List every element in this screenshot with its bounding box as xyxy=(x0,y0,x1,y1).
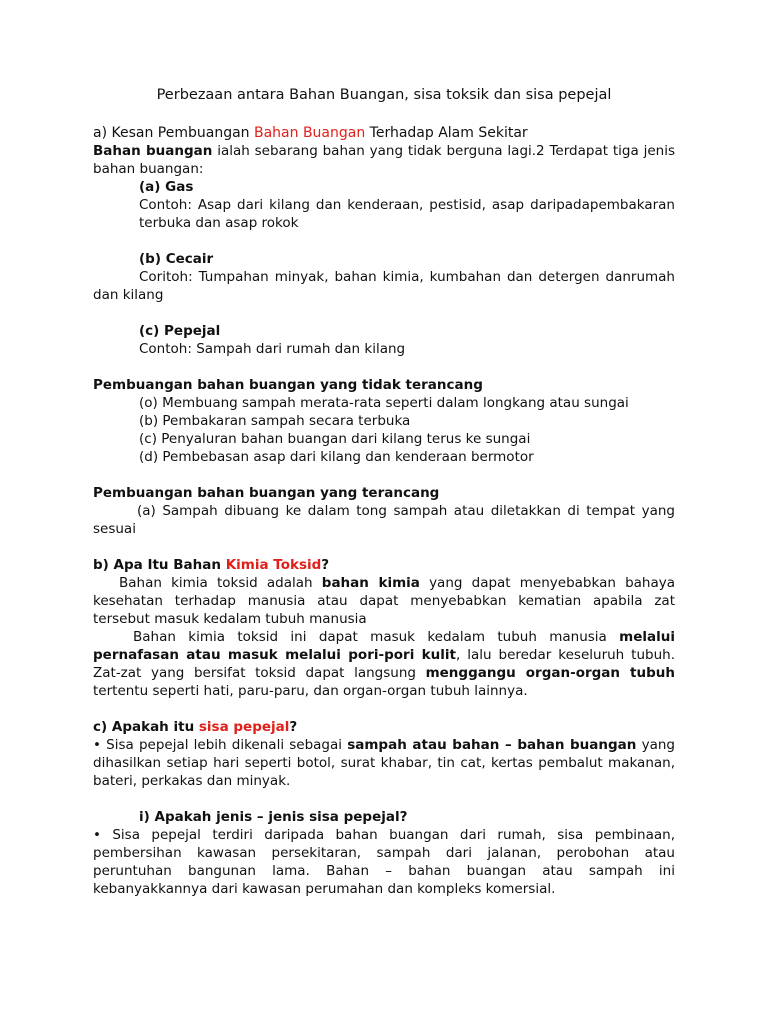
section-b-p2-bold-1: melalui pernafasan atau masuk melalui pori-pori kulit xyxy=(93,629,675,663)
section-b-heading-prefix: b) Apa Itu Bahan xyxy=(93,557,226,573)
cecair-text: Coritoh: Tumpahan minyak, bahan kimia, kumbahan dan detergen danrumah dan kilang xyxy=(93,269,675,303)
section-c-heading-prefix: c) Apakah itu xyxy=(93,719,199,735)
list-item: (c) Penyaluran bahan buangan dari kilang terus ke sungai xyxy=(139,431,531,447)
document-title: Perbezaan antara Bahan Buangan, sisa toksik dan sisa pepejal xyxy=(156,87,612,103)
list-item: (d) Pembebasan asap dari kilang dan kenderaan bermotor xyxy=(139,449,534,465)
section-b-p1-bold: bahan kimia xyxy=(321,575,420,591)
pepejal-label: (c) Pepejal xyxy=(139,323,221,339)
section-a-intro-text: ialah sebarang bahan yang tidak berguna lagi.2 Terdapat tiga jenis bahan buangan: xyxy=(93,143,675,177)
section-b-p2-start: Bahan kimia toksid ini dapat masuk kedalam tubuh manusia xyxy=(133,629,620,645)
section-b-paragraph-2 xyxy=(93,628,675,700)
section-b-p2-end: tertentu seperti hati, paru-paru, dan organ-organ tubuh lainnya. xyxy=(93,683,528,699)
pepejal-text: Contoh: Sampah dari rumah dan kilang xyxy=(139,341,406,357)
section-c-heading-suffix: ? xyxy=(289,719,298,735)
section-c-heading xyxy=(93,718,675,736)
section-a-heading-suffix: Terhadap Alam Sekitar xyxy=(365,125,528,141)
section-a-heading-prefix: a) Kesan Pembuangan xyxy=(93,125,254,141)
section-b-p2-middle: , lalu beredar keseluruh tubuh. Zat-zat yang bersifat toksid dapat langsung xyxy=(93,647,675,681)
document-page xyxy=(93,86,675,898)
list-item: (o) Membuang sampah merata-rata seperti dalam longkang atau sungai xyxy=(139,395,629,411)
section-c-p1-end: yang dihasilkan setiap hari seperti botol, surat khabar, tin cat, kertas pembalut makanan, bateri, perkakas dan minyak. xyxy=(93,737,675,789)
section-c-heading-highlight: sisa pepejal xyxy=(198,719,290,735)
cecair-label: (b) Cecair xyxy=(139,251,214,267)
section-a-intro-term: Bahan buangan xyxy=(93,143,213,159)
section-b-p1-start: Bahan kimia toksid adalah xyxy=(119,575,322,591)
gas-text: Contoh: Asap dari kilang dan kenderaan, pestisid, asap daripadapembakaran terbuka dan asap rokok xyxy=(139,197,675,231)
uncontrolled-heading: Pembuangan bahan buangan yang tidak terancang xyxy=(93,377,483,393)
section-b-p1-end: yang dapat menyebabkan bahaya kesehatan terhadap manusia atau dapat menyebabkan kematian apabila zat tersebut masuk kedalam tubuh manusia xyxy=(93,575,676,627)
controlled-heading: Pembuangan bahan buangan yang terancang xyxy=(93,485,440,501)
section-c-subheading: i) Apakah jenis – jenis sisa pepejal? xyxy=(139,809,408,825)
section-b-heading-highlight: Kimia Toksid xyxy=(225,557,322,573)
section-a-heading xyxy=(93,124,675,142)
gas-label: (a) Gas xyxy=(139,179,194,195)
list-item: (b) Pembakaran sampah secara terbuka xyxy=(139,413,411,429)
section-b-heading xyxy=(93,556,675,574)
section-b-paragraph-1 xyxy=(93,574,675,628)
section-c-paragraph-1 xyxy=(93,736,675,790)
section-c-p1-bold: sampah atau bahan – bahan buangan xyxy=(347,737,637,753)
section-a-intro xyxy=(93,142,675,178)
section-b-heading-suffix: ? xyxy=(321,557,330,573)
section-a-heading-highlight: Bahan Buangan xyxy=(253,125,366,141)
section-b-p2-bold-2: menggangu organ-organ tubuh xyxy=(425,665,675,681)
section-c-p1-start: • Sisa pepejal lebih dikenali sebagai xyxy=(93,737,348,753)
controlled-text: (a) Sampah dibuang ke dalam tong sampah atau diletakkan di tempat yang sesuai xyxy=(93,503,675,537)
section-c-paragraph-2: • Sisa pepejal terdiri daripada bahan buangan dari rumah, sisa pembinaan, pembersihan kawasan persekitaran, sampah dari jalanan, perobohan atau peruntuhan bangunan lama. Bahan – bahan buangan atau sampah ini kebanyakkannya dari kawasan perumahan dan kompleks komersial. xyxy=(93,827,675,897)
